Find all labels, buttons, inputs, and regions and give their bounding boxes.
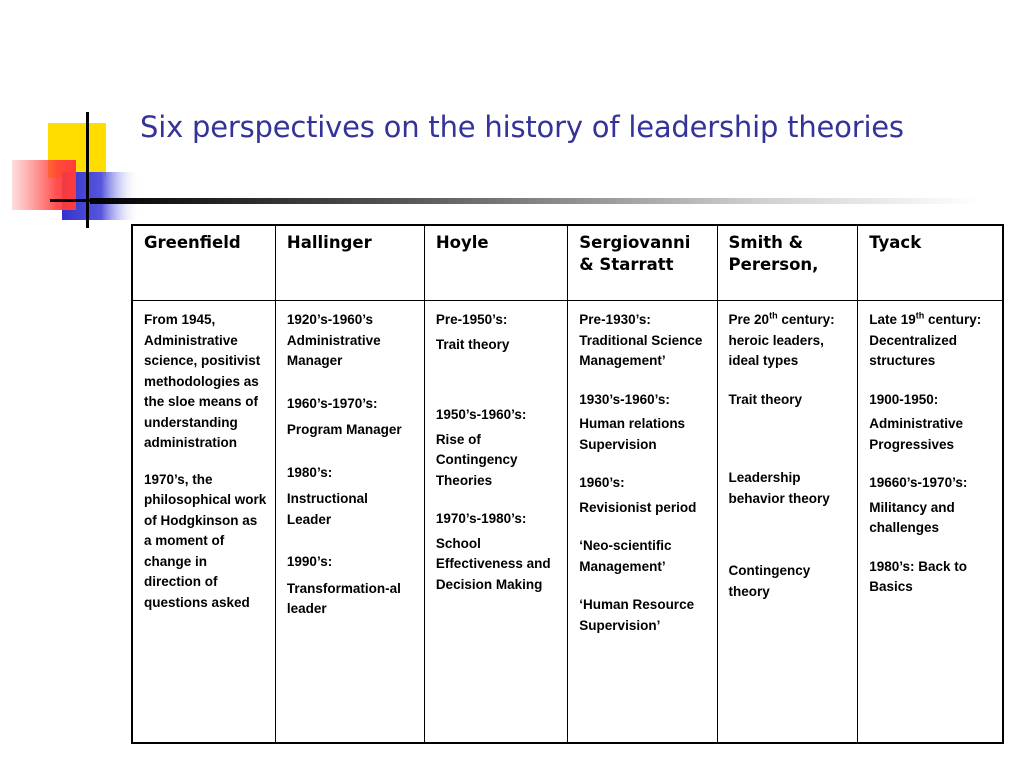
header-hallinger: Hallinger <box>275 225 424 301</box>
sergiovanni-theory-2: Human relations Supervision <box>579 416 686 452</box>
hallinger-period-2: 1960’s-1970’s: <box>286 395 378 411</box>
sergiovanni-item-5: ‘Human Resource Supervision’ <box>579 597 695 633</box>
hallinger-period-1: 1920’s-1960’s <box>286 312 373 327</box>
hallinger-role-4: Transformation-al leader <box>286 580 401 616</box>
header-tyack: Tyack <box>858 225 1003 301</box>
cell-greenfield <box>132 301 275 744</box>
greenfield-text-1: From 1945, Administrative science, positivist methodologies as the sloe means of understanding administration <box>144 312 261 450</box>
smith-item-2: Trait theory <box>728 391 803 407</box>
sergiovanni-item-4: ‘Neo-scientific Management’ <box>579 538 672 574</box>
sergiovanni-theory-3: Revisionist period <box>579 499 697 515</box>
sergiovanni-period-1: Pre-1930’s: <box>579 312 651 327</box>
tyack-theory-3: Militancy and challenges <box>869 499 955 535</box>
tyack-period-2: 1900-1950: <box>869 391 939 407</box>
cell-hoyle <box>424 301 567 744</box>
cell-hallinger <box>275 301 424 744</box>
header-smith-pererson: Smith & Pererson, <box>717 225 858 301</box>
hoyle-theory-1: Trait theory <box>435 336 510 352</box>
header-sergiovanni-starratt: Sergiovanni & Starratt <box>568 225 717 301</box>
smith-item-1: Pre 20th century: heroic leaders, ideal types <box>728 310 835 368</box>
hallinger-period-3: 1980’s: <box>286 464 333 480</box>
tyack-period-3: 19660’s-1970’s: <box>869 475 968 490</box>
title-underline <box>90 198 980 204</box>
hoyle-period-1: Pre-1950’s: <box>435 312 508 327</box>
tyack-theory-2: Administrative Progressives <box>869 416 964 452</box>
sergiovanni-period-2: 1930’s-1960’s: <box>579 391 670 407</box>
hallinger-period-4: 1990’s: <box>286 554 333 569</box>
leadership-theories-table <box>131 224 1004 744</box>
hallinger-role-3: Instructional Leader <box>286 491 368 527</box>
header-hoyle: Hoyle <box>424 225 567 301</box>
slide-title: Six perspectives on the history of leadership theories <box>140 110 904 144</box>
hallinger-role-2: Program Manager <box>286 422 402 437</box>
cell-tyack <box>858 301 1003 744</box>
sergiovanni-theory-1: Traditional Science Management’ <box>579 332 703 368</box>
tyack-item-4: 1980’s: Back to Basics <box>869 558 968 594</box>
hoyle-theory-2: Rise of Contingency Theories <box>435 431 518 488</box>
header-greenfield: Greenfield <box>132 225 275 301</box>
hoyle-period-2: 1950’s-1960’s: <box>435 407 527 422</box>
table-body-row <box>132 301 1003 744</box>
cell-sergiovanni-starratt <box>568 301 717 744</box>
cell-smith-pererson <box>717 301 858 744</box>
smith-item-4: Contingency theory <box>728 563 811 599</box>
hoyle-theory-3: School Effectiveness and Decision Making <box>435 535 551 592</box>
hallinger-role-1: Administrative Manager <box>286 332 381 368</box>
smith-item-3: Leadership behavior theory <box>728 470 830 506</box>
decorative-logo <box>0 0 150 240</box>
sergiovanni-period-3: 1960’s: <box>579 475 625 490</box>
table-header-row <box>132 225 1003 301</box>
hoyle-period-3: 1970’s-1980’s: <box>435 511 527 526</box>
tyack-item-1: Late 19th century: Decentralized structures <box>869 310 982 368</box>
greenfield-text-2: 1970’s, the philosophical work of Hodgkinson as a moment of change in direction of questions asked <box>144 471 267 610</box>
